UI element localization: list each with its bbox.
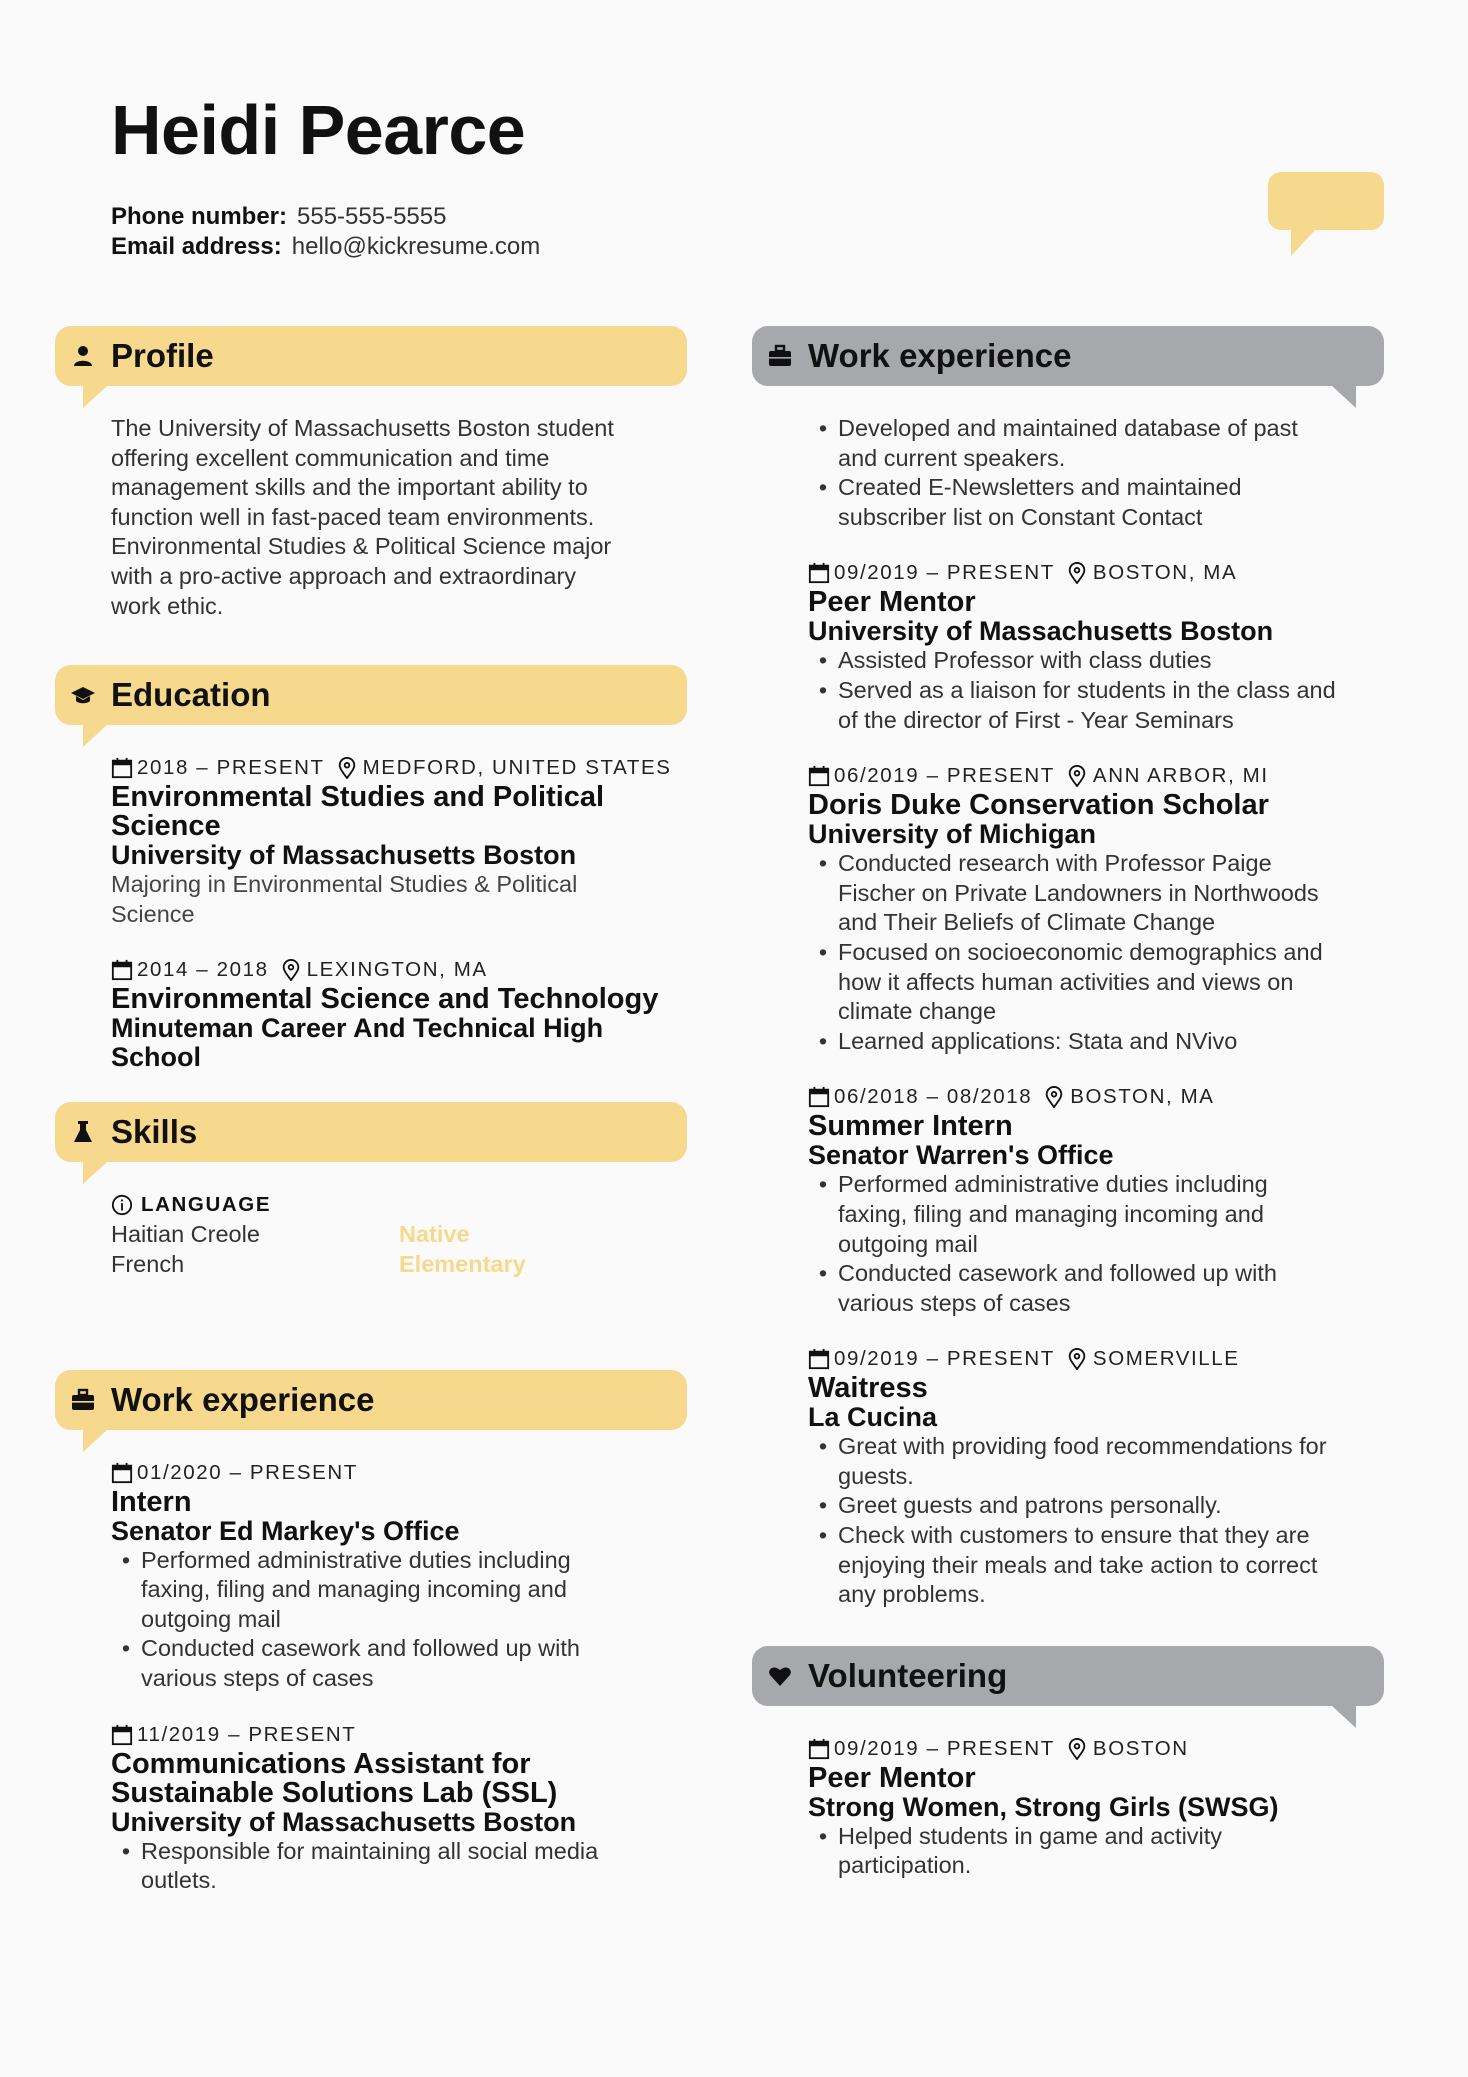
location-pin-icon — [1067, 562, 1087, 584]
entry-organization — [808, 1793, 1384, 1822]
text-line: The University of Massachusetts Boston student — [111, 415, 614, 441]
text-line: enjoying their meals and take action to correct — [838, 1551, 1318, 1578]
entry-title — [111, 1485, 687, 1518]
phone-row — [111, 202, 540, 232]
entry-title — [808, 791, 1384, 820]
entry-title — [111, 783, 687, 841]
entry-date: 09/2019 – PRESENT — [834, 561, 1055, 585]
bullet-item — [838, 414, 1384, 473]
bullet-item — [141, 1546, 687, 1635]
text-line: Senator Warren's Office — [808, 1140, 1114, 1171]
email-row — [111, 232, 540, 262]
work-experience-right-header — [752, 326, 1384, 386]
text-line: University of Massachusetts Boston — [111, 840, 577, 871]
text-line: Developed and maintained database of past — [838, 415, 1298, 441]
entry-bullets — [808, 1170, 1384, 1318]
skill-category — [111, 1190, 687, 1220]
entry-title — [808, 1112, 1384, 1141]
flask-icon — [71, 1120, 95, 1144]
work-experience-left-body — [55, 1430, 687, 1896]
entry-location: SOMERVILLE — [1092, 1347, 1240, 1371]
text-line: Science — [111, 810, 221, 843]
entry-bullets — [111, 1837, 687, 1896]
text-line: management skills and the important ability to — [111, 474, 588, 501]
work-experience-right-body — [752, 386, 1384, 1610]
briefcase-icon — [71, 1388, 95, 1412]
skill-name: Haitian Creole — [111, 1221, 260, 1248]
text-line: University of Michigan — [808, 819, 1097, 850]
entry-location: LEXINGTON, MA — [306, 958, 488, 982]
text-line: and Their Beliefs of Climate Change — [838, 909, 1216, 936]
skills-list — [111, 1220, 687, 1279]
entry-date: 11/2019 – PRESENT — [137, 1722, 357, 1746]
skill-level: Native — [399, 1221, 470, 1248]
email-value: hello@kickresume.com — [291, 233, 541, 260]
volunteering-section — [752, 1646, 1384, 1881]
entry-description — [111, 870, 687, 929]
entry-organization — [111, 841, 687, 870]
education-section — [55, 665, 687, 1072]
entry-location: BOSTON, MA — [1070, 1085, 1215, 1109]
bullet-item — [141, 1634, 687, 1693]
calendar-icon — [111, 1724, 133, 1746]
entry-organization — [808, 1403, 1384, 1432]
skill-row — [111, 1220, 687, 1250]
text-line: faxing, filing and managing incoming and — [838, 1200, 1264, 1227]
profile-summary — [111, 414, 687, 621]
text-line: Conducted casework and followed up with — [141, 1635, 580, 1662]
entry-date: 06/2018 – 08/2018 — [834, 1085, 1033, 1109]
text-line: outgoing mail — [838, 1230, 978, 1257]
text-line: faxing, filing and managing incoming and — [141, 1576, 567, 1603]
bullet-item — [838, 1027, 1384, 1057]
bullet-item — [838, 1259, 1384, 1318]
text-line: Strong Women, Strong Girls (SWSG) — [808, 1791, 1279, 1822]
calendar-icon — [808, 1086, 830, 1108]
speech-bubble-decoration — [1268, 172, 1384, 232]
info-icon — [111, 1194, 133, 1216]
experience-entry — [808, 1734, 1384, 1881]
volunteering-title: Volunteering — [808, 1656, 1008, 1694]
text-line: various steps of cases — [141, 1664, 374, 1691]
text-line: various steps of cases — [838, 1289, 1071, 1316]
education-body — [55, 725, 687, 1072]
text-line: outlets. — [141, 1867, 217, 1894]
text-line: function well in fast-paced team environments. — [111, 503, 595, 530]
text-line: Senator Ed Markey's Office — [111, 1515, 460, 1546]
experience-entry — [808, 558, 1384, 735]
entry-title — [111, 985, 687, 1014]
profile-section — [55, 326, 687, 621]
skills-header — [55, 1102, 687, 1162]
entry-meta — [808, 558, 1384, 588]
entry-date: 09/2019 – PRESENT — [834, 1736, 1055, 1760]
candidate-name: Heidi Pearce — [111, 91, 526, 169]
calendar-icon — [808, 765, 830, 787]
text-line: Fischer on Private Landowners in Northwoods — [838, 879, 1319, 906]
entry-meta — [808, 1734, 1384, 1764]
text-line: with a pro-active approach and extraordinary — [111, 562, 577, 589]
text-line: any problems. — [838, 1581, 986, 1608]
text-line: Greet guests and patrons personally. — [838, 1492, 1222, 1519]
work-experience-left-header — [55, 1370, 687, 1430]
location-pin-icon — [281, 959, 301, 981]
work-experience-left-title: Work experience — [111, 1380, 375, 1418]
text-line: Environmental Science and Technology — [111, 983, 659, 1016]
text-line: work ethic. — [111, 592, 224, 619]
entry-date: 06/2019 – PRESENT — [834, 764, 1055, 788]
entry-bullets — [808, 646, 1384, 735]
text-line: Sustainable Solutions Lab (SSL) — [111, 1776, 558, 1809]
entry-location: ANN ARBOR, MI — [1092, 764, 1269, 788]
text-line: Responsible for maintaining all social media — [141, 1837, 599, 1864]
entry-meta — [808, 1082, 1384, 1112]
skill-level: Elementary — [399, 1250, 526, 1277]
skills-title: Skills — [111, 1113, 198, 1151]
profile-body — [55, 386, 687, 621]
bullet-item — [838, 1432, 1384, 1491]
experience-entry — [111, 753, 687, 929]
experience-entry — [111, 1720, 687, 1896]
text-line: Minuteman Career And Technical High — [111, 1013, 604, 1044]
text-line: outgoing mail — [141, 1605, 281, 1632]
text-line: Science — [111, 900, 195, 927]
text-line: Performed administrative duties including — [838, 1171, 1268, 1198]
bullet-item — [838, 676, 1384, 735]
right-column — [752, 326, 1384, 1907]
calendar-icon — [111, 959, 133, 981]
text-line: Great with providing food recommendations for — [838, 1433, 1327, 1460]
entry-meta — [111, 1720, 687, 1750]
bullet-item — [838, 1521, 1384, 1610]
education-header — [55, 665, 687, 725]
skill-category-label: LANGUAGE — [141, 1193, 272, 1217]
person-icon — [71, 344, 95, 368]
work-experience-right-title: Work experience — [808, 337, 1072, 374]
entry-location: MEDFORD, UNITED STATES — [362, 756, 672, 780]
calendar-icon — [808, 1348, 830, 1370]
volunteering-header — [752, 1646, 1384, 1706]
entry-meta — [111, 753, 687, 783]
text-line: Helped students in game and activity — [838, 1822, 1223, 1849]
text-line: Majoring in Environmental Studies & Political — [111, 871, 578, 898]
work-experience-left-section — [55, 1370, 687, 1896]
calendar-icon — [111, 757, 133, 779]
experience-entry — [808, 1082, 1384, 1318]
text-line: Communications Assistant for — [111, 1747, 531, 1780]
text-line: Doris Duke Conservation Scholar — [808, 789, 1269, 822]
text-line: Conducted casework and followed up with — [838, 1260, 1277, 1287]
experience-entry — [111, 955, 687, 1072]
heart-icon — [768, 1664, 792, 1688]
location-pin-icon — [1067, 1348, 1087, 1370]
text-line: Focused on socioeconomic demographics and — [838, 938, 1323, 965]
entry-meta — [111, 955, 687, 985]
entry-organization — [111, 1014, 687, 1072]
contact-info — [111, 202, 540, 262]
text-line: and current speakers. — [838, 444, 1066, 471]
speech-bubble-tail-decoration — [1291, 228, 1317, 256]
entry-organization — [111, 1808, 687, 1837]
bullet-item — [838, 849, 1384, 938]
volunteering-body — [752, 1706, 1384, 1881]
bullet-item — [838, 1822, 1384, 1881]
briefcase-icon — [768, 344, 792, 368]
skills-section — [55, 1102, 687, 1279]
text-line: climate change — [838, 998, 997, 1025]
phone-value: 555-555-5555 — [297, 203, 447, 230]
calendar-icon — [808, 1738, 830, 1760]
location-pin-icon — [337, 757, 357, 779]
entry-bullets — [111, 1546, 687, 1694]
entry-title — [808, 1374, 1384, 1403]
entry-organization — [808, 1141, 1384, 1170]
text-line: Peer Mentor — [808, 1761, 976, 1794]
entry-location: BOSTON, MA — [1092, 561, 1238, 585]
entry-location: BOSTON — [1092, 1736, 1189, 1760]
entry-date: 01/2020 – PRESENT — [137, 1460, 358, 1484]
text-line: Intern — [111, 1485, 192, 1518]
profile-title: Profile — [111, 337, 214, 374]
text-line: offering excellent communication and time — [111, 444, 550, 471]
text-line: Summer Intern — [808, 1110, 1013, 1143]
entry-date: 2014 – 2018 — [137, 958, 269, 982]
text-line: participation. — [838, 1852, 972, 1879]
entry-title — [808, 588, 1384, 617]
skill-name: French — [111, 1250, 185, 1277]
experience-entry — [808, 1344, 1384, 1610]
entry-bullets — [808, 849, 1384, 1056]
entry-title — [111, 1747, 687, 1809]
entry-meta — [808, 1344, 1384, 1374]
text-line: guests. — [838, 1462, 914, 1489]
intro-bullets — [808, 414, 1384, 532]
text-line: Performed administrative duties including — [141, 1546, 571, 1573]
graduation-cap-icon — [71, 683, 95, 707]
entry-meta — [111, 1458, 687, 1488]
text-line: Environmental Studies and Political — [111, 781, 605, 814]
text-line: University of Massachusetts Boston — [808, 616, 1274, 647]
bullet-item — [838, 938, 1384, 1027]
bullet-item — [141, 1837, 687, 1896]
text-line: School — [111, 1042, 202, 1073]
text-line: subscriber list on Constant Contact — [838, 503, 1203, 530]
left-column — [55, 326, 687, 1922]
entry-date: 09/2019 – PRESENT — [834, 1347, 1055, 1371]
entry-organization — [808, 617, 1384, 646]
text-line: Waitress — [808, 1372, 928, 1405]
entry-bullets — [808, 1822, 1384, 1881]
phone-label: Phone number: — [111, 203, 288, 230]
profile-header — [55, 326, 687, 386]
calendar-icon — [111, 1462, 133, 1484]
text-line: of the director of First - Year Seminars — [838, 706, 1234, 733]
experience-entry — [808, 761, 1384, 1056]
location-pin-icon — [1067, 1738, 1087, 1760]
text-line: Created E-Newsletters and maintained — [838, 474, 1242, 501]
text-line: Conducted research with Professor Paige — [838, 850, 1272, 877]
entry-title — [808, 1761, 1384, 1794]
skills-body — [55, 1162, 687, 1279]
entry-bullets — [808, 1432, 1384, 1610]
entry-date: 2018 – PRESENT — [137, 756, 325, 780]
text-line: University of Massachusetts Boston — [111, 1806, 577, 1837]
education-title: Education — [111, 676, 271, 714]
text-line: Peer Mentor — [808, 586, 976, 619]
text-line: La Cucina — [808, 1402, 938, 1433]
text-line: Served as a liaison for students in the class and — [838, 676, 1336, 703]
bullet-item — [838, 473, 1384, 532]
bullet-item — [838, 646, 1384, 676]
entry-meta — [808, 761, 1384, 791]
bullet-item — [838, 1170, 1384, 1259]
location-pin-icon — [1044, 1086, 1064, 1108]
text-line: Environmental Studies & Political Science major — [111, 533, 612, 560]
text-line: Check with customers to ensure that they are — [838, 1522, 1310, 1549]
location-pin-icon — [1067, 765, 1087, 787]
calendar-icon — [808, 562, 830, 584]
experience-entry — [111, 1458, 687, 1694]
skill-row — [111, 1250, 687, 1280]
text-line: Learned applications: Stata and NVivo — [838, 1027, 1238, 1054]
text-line: Assisted Professor with class duties — [838, 647, 1212, 674]
entry-organization — [111, 1517, 687, 1546]
work-experience-right-section — [752, 326, 1384, 1610]
text-line: how it affects human activities and views on — [838, 968, 1294, 995]
email-label: Email address: — [111, 233, 282, 260]
bullet-item — [838, 1491, 1384, 1521]
entry-organization — [808, 820, 1384, 849]
